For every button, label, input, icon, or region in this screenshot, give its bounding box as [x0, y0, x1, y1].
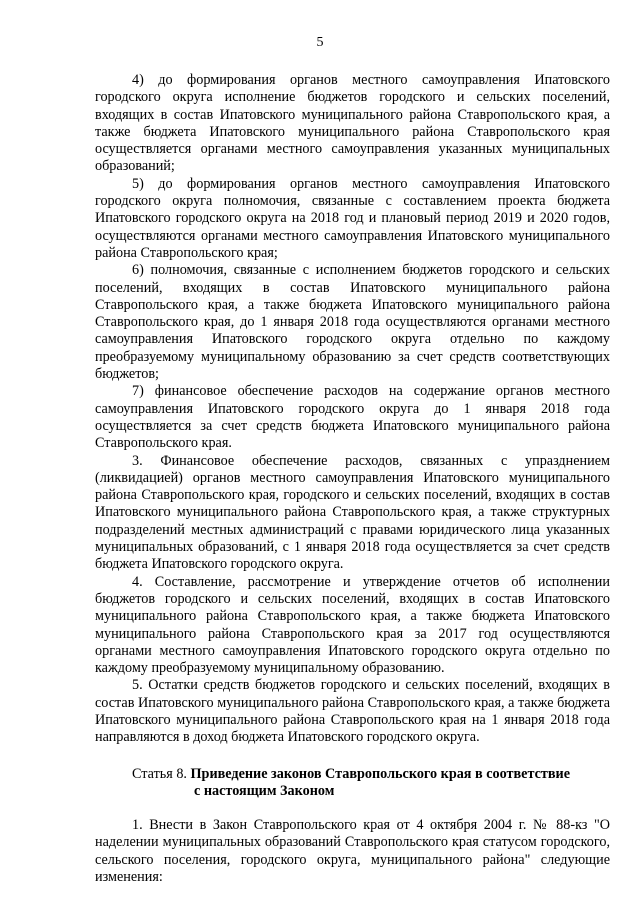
document-body — [95, 72, 610, 886]
article-number: Статья 8. — [132, 765, 191, 782]
article-heading — [95, 766, 610, 801]
page-number: 5 — [316, 35, 324, 50]
paragraph-item-4: 4) до формирования органов местного самоуправления Ипатовского городского округа исполнение бюджетов городского и сельских поселений, входящих в состав Ипатовского муниципального района Ставропольского края, а также бюджета Ипатовского муниципального района Ставропольского края осуществляется органами местного самоуправления указанных муниципальных образований; — [95, 72, 610, 175]
paragraph-section-4: 4. Составление, рассмотрение и утверждение отчетов об исполнении бюджетов городского и сельских поселений, входящих в состав Ипатовского муниципального района Ставропольского края, а также бюджета Ипатовского муниципального района Ставропольского края за 2017 год осуществляются органами местного самоуправления Ипатовского городского округа отдельно по каждому преобразуемому муниципальному образованию. — [95, 573, 610, 677]
article-title-line1: Приведение законов Ставропольского края в соответствие — [190, 765, 571, 782]
paragraph-item-7: 7) финансовое обеспечение расходов на содержание органов местного самоуправления Ипатовского городского округа до 1 января 2018 года осуществляется за счет средств бюджета Ипатовского муниципального района Ставропольского края. — [95, 383, 610, 452]
paragraph-section-5: 5. Остатки средств бюджетов городского и сельских поселений, входящих в состав Ипатовского муниципального района Ставропольского края, а также бюджета Ипатовского муниципального района Ставропольского края на 1 января 2018 года направляются в доход бюджета Ипатовского городского округа. — [95, 677, 610, 746]
paragraph-item-6: 6) полномочия, связанные с исполнением бюджетов городского и сельских поселений, входящих в состав Ипатовского муниципального района Ставропольского края, а также бюджета Ипатовского муниципального района Ставропольского края, до 1 января 2018 года осуществляются органами местного самоуправления Ипатовского городского округа отдельно по каждому преобразуемому муниципальному образованию за счет средств соответствующих бюджетов; — [95, 262, 610, 383]
article-title-line2: с настоящим Законом — [194, 782, 335, 799]
paragraph-section-3: 3. Финансовое обеспечение расходов, связанных с упразднением (ликвидацией) органов местного самоуправления Ипатовского муниципального района Ставропольского края, городского и сельских поселений, входящих в состав Ипатовского муниципального района Ставропольского края, а также структурных подразделений местных администраций с правами юридического лица указанных муниципальных образований, с 1 января 2018 года осуществляется за счет средств бюджета Ипатовского городского округа. — [95, 452, 610, 573]
paragraph-article8-1: 1. Внести в Закон Ставропольского края от 4 октября 2004 г. № 88-кз "О наделении муниципальных образований Ставропольского края статусом городского, сельского поселения, городского округа, муниципального района" следующие изменения: — [95, 817, 610, 886]
paragraph-item-5: 5) до формирования органов местного самоуправления Ипатовского городского округа полномочия, связанные с составлением проекта бюджета Ипатовского городского округа на 2018 год и плановый период 2019 и 2020 годов, осуществляются органами местного самоуправления Ипатовского муниципального района Ставропольского края; — [95, 175, 610, 261]
